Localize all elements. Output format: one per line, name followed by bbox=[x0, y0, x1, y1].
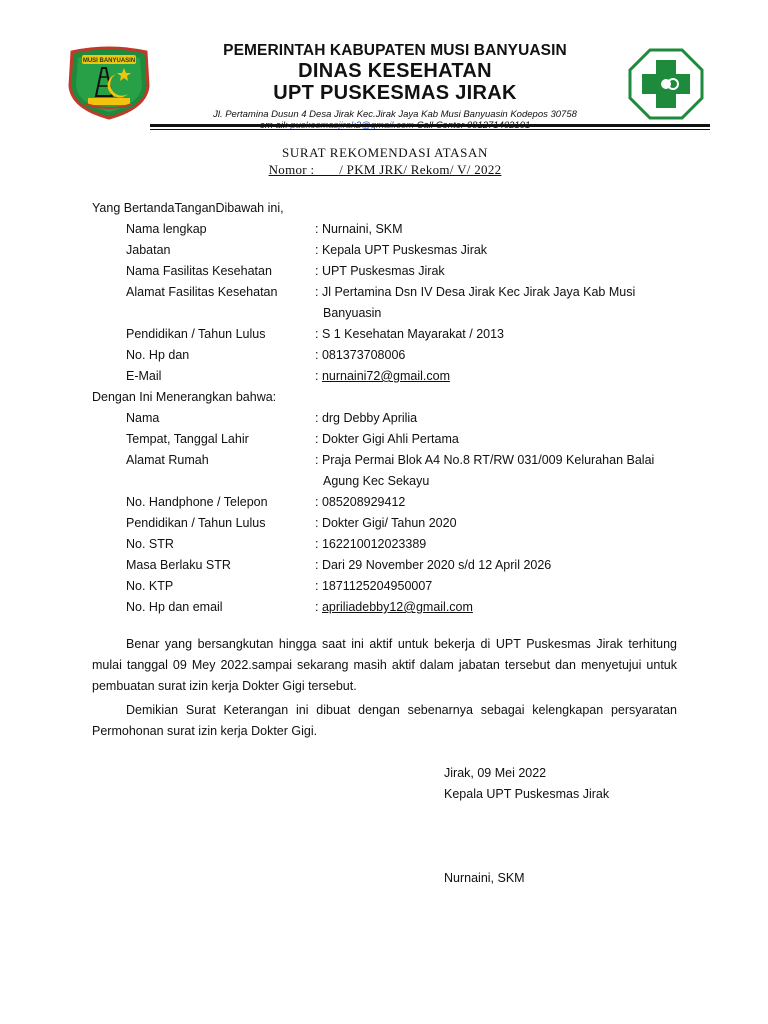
subject-value: : Dokter Gigi Ahli Pertama bbox=[315, 432, 459, 446]
letter-title: SURAT REKOMENDASI ATASAN bbox=[282, 145, 488, 160]
header-rule-thin bbox=[150, 129, 710, 130]
subject-label: Alamat Rumah bbox=[126, 453, 209, 467]
signer-value: : 081373708006 bbox=[315, 348, 406, 362]
colon: : bbox=[315, 369, 322, 383]
subject-label: No. KTP bbox=[126, 579, 174, 593]
colon: : bbox=[315, 600, 322, 614]
signer-label: No. Hp dan bbox=[126, 348, 190, 362]
intro-text: Yang BertandaTanganDibawah ini, bbox=[92, 201, 284, 215]
signer-email bbox=[315, 369, 450, 383]
subject-label: No. STR bbox=[126, 537, 174, 551]
signer-value: : UPT Puskesmas Jirak bbox=[315, 264, 445, 278]
signer-value: : S 1 Kesehatan Mayarakat / 2013 bbox=[315, 327, 505, 341]
signer-value: : Kepala UPT Puskesmas Jirak bbox=[315, 243, 488, 257]
body-paragraph bbox=[92, 634, 677, 697]
puskesmas-cross-logo-icon bbox=[628, 48, 704, 120]
letter-number-text: Nomor : / PKM JRK/ Rekom/ V/ 2022 bbox=[268, 162, 502, 177]
signer-label: Nama Fasilitas Kesehatan bbox=[126, 264, 272, 278]
subject-value: : 085208929412 bbox=[315, 495, 406, 509]
signature-title: Kepala UPT Puskesmas Jirak bbox=[444, 787, 610, 801]
signer-label: E-Mail bbox=[126, 369, 162, 383]
subject-label: No. Handphone / Telepon bbox=[126, 495, 268, 509]
subject-label: Masa Berlaku STR bbox=[126, 558, 231, 572]
subject-value: : Praja Permai Blok A4 No.8 RT/RW 031/009 Kelurahan Balai bbox=[315, 453, 655, 467]
subject-label: Tempat, Tanggal Lahir bbox=[126, 432, 249, 446]
paragraph-text: Benar yang bersangkutan hingga saat ini aktif untuk bekerja di UPT Puskesmas Jirak terhitung mulai tanggal 09 Mey 2022.sampai sekarang masih aktif dalam jabatan tersebut dan menyetujui untuk pembuatan surat izin kerja Dokter Gigi tersebut. bbox=[92, 637, 677, 693]
subject-label: Pendidikan / Tahun Lulus bbox=[126, 516, 266, 530]
subject-value: : 1871125204950007 bbox=[315, 579, 433, 593]
signature-name: Nurnaini, SKM bbox=[444, 871, 525, 885]
department-name: DINAS KESEHATAN bbox=[298, 60, 492, 82]
signer-label: Pendidikan / Tahun Lulus bbox=[126, 327, 266, 341]
signer-label: Alamat Fasilitas Kesehatan bbox=[126, 285, 278, 299]
signer-label: Nama lengkap bbox=[126, 222, 207, 236]
subject-email-link[interactable]: apriliadebby12@gmail.com bbox=[321, 600, 473, 614]
subject-value: : Dari 29 November 2020 s/d 12 April 2026 bbox=[315, 558, 552, 572]
closing-paragraph bbox=[92, 700, 677, 742]
institution-name: UPT PUSKESMAS JIRAK bbox=[273, 82, 517, 104]
government-name: PEMERINTAH KABUPATEN MUSI BANYUASIN bbox=[223, 42, 567, 59]
signer-label: Jabatan bbox=[126, 243, 171, 257]
subject-email bbox=[315, 600, 473, 614]
signer-value: : Nurnaini, SKM bbox=[315, 222, 403, 236]
place-date: Jirak, 09 Mei 2022 bbox=[444, 766, 547, 780]
header-rule-thick bbox=[150, 124, 710, 127]
subject-label: No. Hp dan email bbox=[126, 600, 223, 614]
subject-label: Nama bbox=[126, 411, 160, 425]
subject-value: : 162210012023389 bbox=[315, 537, 427, 551]
subject-value: : drg Debby Aprilia bbox=[315, 411, 418, 425]
paragraph-text: Demikian Surat Keterangan ini dibuat dengan sebenarnya sebagai kelengkapan persyaratan Permohonan surat izin kerja Dokter Gigi. bbox=[92, 703, 677, 738]
emblem-banner-text: MUSI BANYUASIN bbox=[82, 58, 136, 64]
signer-email-link[interactable]: nurnaini72@gmail.com bbox=[321, 369, 450, 383]
institution-address: Jl. Pertamina Dusun 4 Desa Jirak Kec.Jirak Jaya Kab Musi Banyuasin Kodepos 30758 bbox=[213, 109, 577, 120]
musi-banyuasin-emblem-icon bbox=[66, 46, 152, 120]
subject-value: : Dokter Gigi/ Tahun 2020 bbox=[315, 516, 457, 530]
letterhead bbox=[160, 42, 630, 131]
subject-value-continued: Agung Kec Sekayu bbox=[323, 474, 430, 488]
letter-number bbox=[150, 162, 620, 178]
signer-value: : Jl Pertamina Dsn IV Desa Jirak Kec Jirak Jaya Kab Musi bbox=[315, 285, 636, 299]
signer-value-continued: Banyuasin bbox=[323, 306, 382, 320]
declare-intro: Dengan Ini Menerangkan bahwa: bbox=[92, 390, 277, 404]
